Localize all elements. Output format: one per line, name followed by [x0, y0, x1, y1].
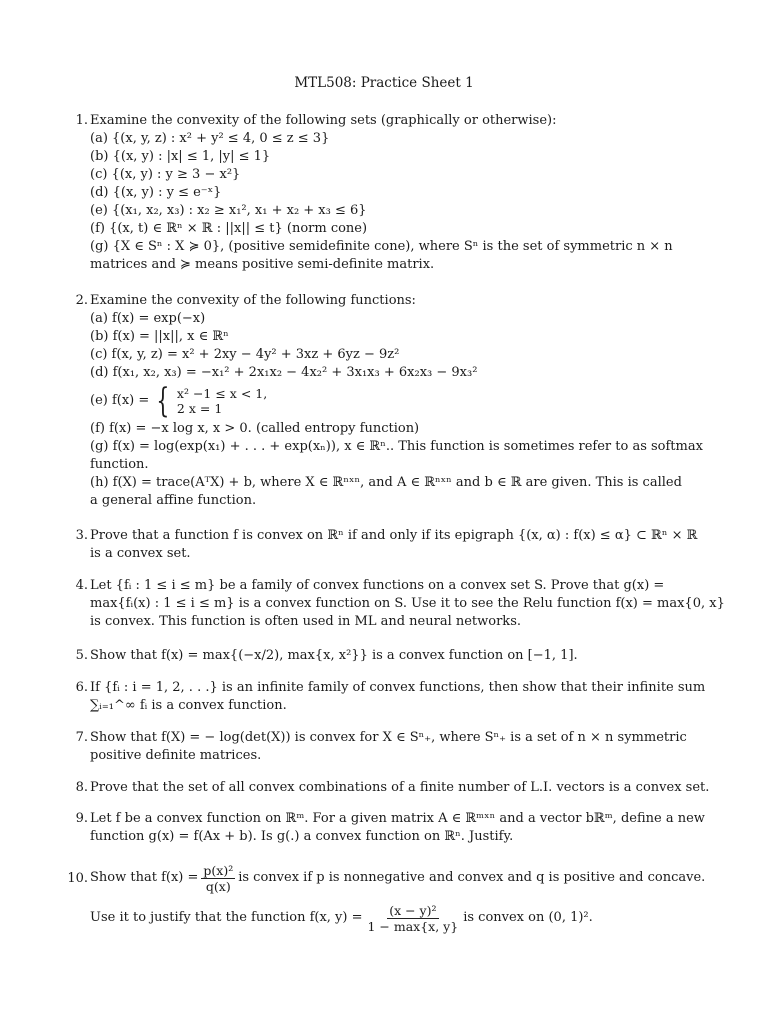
part-f: (f) f(x) = −x log x, x > 0. (called entropy function): [90, 421, 420, 436]
part-d: (d) {(x, y) : y ≤ e⁻ˣ}: [90, 185, 222, 200]
problem-text: Let f be a convex function on ℝᵐ. For a given matrix A ∈ ℝᵐˣⁿ and a vector bℝᵐ, define a new: [90, 811, 705, 826]
problem-text: Prove that the set of all convex combinations of a finite number of L.I. vectors is a convex set.: [90, 780, 710, 795]
problem-text: If {fᵢ : i = 1, 2, . . .} is an infinite family of convex functions, then show that their infinite sum: [90, 680, 706, 695]
numerator: (x − y)²: [389, 902, 437, 918]
problem-text: Show that f(X) = − log(det(X)) is convex for X ∈ Sⁿ₊, where Sⁿ₊ is a set of n × n symmetric: [90, 730, 687, 745]
part-b: (b) f(x) = ||x||, x ∈ ℝⁿ: [90, 329, 229, 344]
problem-text-cont: function g(x) = f(Ax + b). Is g(.) a convex function on ℝⁿ. Justify.: [90, 829, 514, 844]
problem-text-cont: max{fᵢ(x) : 1 ≤ i ≤ m} is a convex function on S. Use it to see the Relu function f(x) = max{0, x}: [90, 596, 725, 611]
problem-number: 8.: [75, 780, 88, 795]
denominator: q(x): [205, 878, 231, 894]
numerator: p(x)²: [203, 862, 234, 878]
part-h: (h) f(X) = trace(AᵀX) + b, where X ∈ ℝⁿˣⁿ, and A ∈ ℝⁿˣⁿ and b ∈ ℝ are given. This is called: [90, 475, 682, 490]
text-segment: is convex if p is nonnegative and convex and q is positive and concave.: [238, 870, 706, 885]
part-a: (a) f(x) = exp(−x): [90, 311, 206, 326]
problem-number: 4.: [75, 578, 88, 593]
problem-number: 6.: [75, 680, 88, 695]
part-g: (g) f(x) = log(exp(x₁) + . . . + exp(xₙ)), x ∈ ℝⁿ.. This function is sometimes refer to as softmax: [90, 439, 703, 454]
problem-number: 9.: [75, 811, 88, 826]
problem-text-cont: is convex. This function is often used in ML and neural networks.: [90, 614, 521, 629]
part-e-lhs: (e) f(x) =: [90, 393, 150, 408]
denominator: 1 − max{x, y}: [367, 918, 459, 934]
problem-number: 10.: [67, 871, 88, 886]
problem-text: Let {fᵢ : 1 ≤ i ≤ m} be a family of convex functions on a convex set S. Prove that g(x) =: [90, 578, 665, 593]
case-1: x² −1 ≤ x < 1,: [176, 386, 268, 401]
left-brace-icon: {: [156, 381, 170, 421]
problem-text: [90, 858, 715, 898]
part-g-cont: function.: [90, 457, 149, 472]
part-g: (g) {X ∈ Sⁿ : X ≽ 0}, (positive semidefinite cone), where Sⁿ is the set of symmetric n × n: [90, 239, 673, 254]
fraction: [201, 863, 235, 894]
fraction: [366, 903, 461, 934]
part-b: (b) {(x, y) : |x| ≤ 1, |y| ≤ 1}: [90, 149, 271, 164]
part-a: (a) {(x, y, z) : x² + y² ≤ 4, 0 ≤ z ≤ 3}: [90, 131, 330, 146]
problem-text: Examine the convexity of the following sets (graphically or otherwise):: [90, 113, 557, 128]
part-h-cont: a general affine function.: [90, 493, 257, 508]
text-segment: Use it to justify that the function f(x, y) =: [90, 910, 363, 925]
part-g-cont: matrices and ≽ means positive semi-definite matrix.: [90, 257, 435, 272]
part-c: (c) f(x, y, z) = x² + 2xy − 4y² + 3xz + 6yz − 9z²: [90, 347, 400, 362]
problem-text: Prove that a function f is convex on ℝⁿ if and only if its epigraph {(x, α) : f(x) ≤ α} ⊂ ℝⁿ × ℝ: [90, 528, 698, 543]
problem-text-cont: [90, 898, 715, 938]
case-2: 2 x = 1: [176, 401, 223, 416]
problem-number: 5.: [75, 648, 88, 663]
problem-number: 1.: [75, 113, 88, 128]
text-segment: is convex on (0, 1)².: [463, 910, 593, 925]
problem-text: Examine the convexity of the following functions:: [90, 293, 416, 308]
problem-text-cont: ∑ᵢ₌₁^∞ fᵢ is a convex function.: [90, 698, 287, 713]
text-segment: Show that f(x) =: [90, 870, 199, 885]
problem-number: 3.: [75, 528, 88, 543]
part-c: (c) {(x, y) : y ≥ 3 − x²}: [90, 167, 241, 182]
problem-text-cont: is a convex set.: [90, 546, 191, 561]
part-e: [90, 382, 715, 420]
problem-text-cont: positive definite matrices.: [90, 748, 262, 763]
problem-number: 2.: [75, 293, 88, 308]
piecewise-cases: [177, 386, 267, 416]
problem-number: 7.: [75, 730, 88, 745]
part-f: (f) {(x, t) ∈ ℝⁿ × ℝ : ||x|| ≤ t} (norm cone): [90, 221, 368, 236]
part-e: (e) {(x₁, x₂, x₃) : x₂ ≥ x₁², x₁ + x₂ + x₃ ≤ 6}: [90, 203, 367, 218]
part-d: (d) f(x₁, x₂, x₃) = −x₁² + 2x₁x₂ − 4x₂² + 3x₁x₃ + 6x₂x₃ − 9x₃²: [90, 365, 478, 380]
page-title: MTL508: Practice Sheet 1: [294, 75, 474, 91]
problem-text: Show that f(x) = max{(−x/2), max{x, x²}} is a convex function on [−1, 1].: [90, 648, 578, 663]
